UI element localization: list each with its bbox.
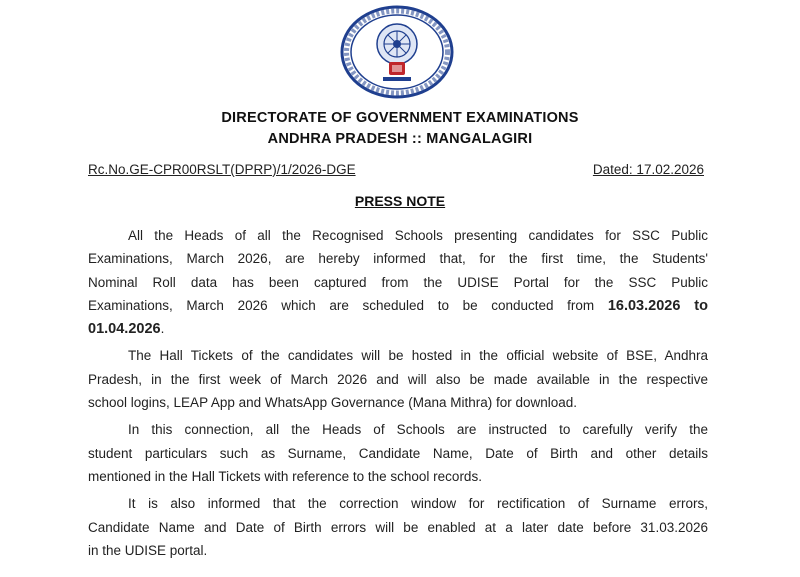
paragraph-line: Candidate Name and Date of Birth errors will be enabled at a later date before 31.03.2026 bbox=[88, 519, 708, 535]
document-title: PRESS NOTE bbox=[354, 193, 446, 209]
paragraph-line: Examinations, March 2026, are hereby informed that, for the first time, the Students' bbox=[88, 251, 708, 267]
paragraph-line: in the UDISE portal. bbox=[88, 542, 208, 558]
paragraph-line: school logins, LEAP App and WhatsApp Governance (Mana Mithra) for download. bbox=[88, 395, 578, 411]
paragraph-line: Nominal Roll data has been captured from the UDISE Portal for the SSC Public bbox=[88, 274, 708, 290]
paragraph-line: student particulars such as Surname, Candidate Name, Date of Birth and other details bbox=[88, 445, 708, 461]
line-text: Examinations, March 2026 which are scheduled to be conducted from bbox=[88, 297, 595, 313]
reference-number: Rc.No.GE-CPR00RSLT(DPRP)/1/2026-DGE bbox=[88, 162, 356, 177]
paragraph-4 bbox=[88, 492, 708, 562]
document-date: Dated: 17.02.2026 bbox=[592, 162, 704, 177]
paragraph-line: mentioned in the Hall Tickets with reference to the school records. bbox=[88, 468, 482, 484]
government-seal-logo bbox=[339, 4, 455, 102]
press-note-body bbox=[88, 224, 708, 562]
paragraph-line: All the Heads of all the Recognised Schools presenting candidates for SSC Public bbox=[128, 228, 708, 243]
exam-start-date: 16.03.2026 to bbox=[607, 297, 708, 314]
paragraph-line bbox=[88, 317, 708, 340]
paragraph-1 bbox=[88, 224, 708, 340]
paragraph-2 bbox=[88, 344, 708, 414]
paragraph-line: It is also informed that the correction window for rectification of Surname errors, bbox=[128, 496, 708, 512]
paragraph-3 bbox=[88, 418, 708, 488]
state-location-heading: ANDHRA PRADESH :: MANGALAGIRI bbox=[267, 131, 533, 147]
paragraph-line: The Hall Tickets of the candidates will be hosted in the official website of BSE, Andhra bbox=[128, 348, 708, 364]
paragraph-line: In this connection, all the Heads of Schools are instructed to carefully verify the bbox=[128, 422, 708, 438]
exam-end-date: 01.04.2026 bbox=[88, 321, 161, 338]
directorate-heading: DIRECTORATE OF GOVERNMENT EXAMINATIONS bbox=[221, 110, 579, 126]
line-text: . bbox=[160, 321, 165, 337]
paragraph-line: Pradesh, in the first week of March 2026 and will also be made available in the respective bbox=[88, 371, 708, 387]
paragraph-line bbox=[88, 294, 708, 317]
